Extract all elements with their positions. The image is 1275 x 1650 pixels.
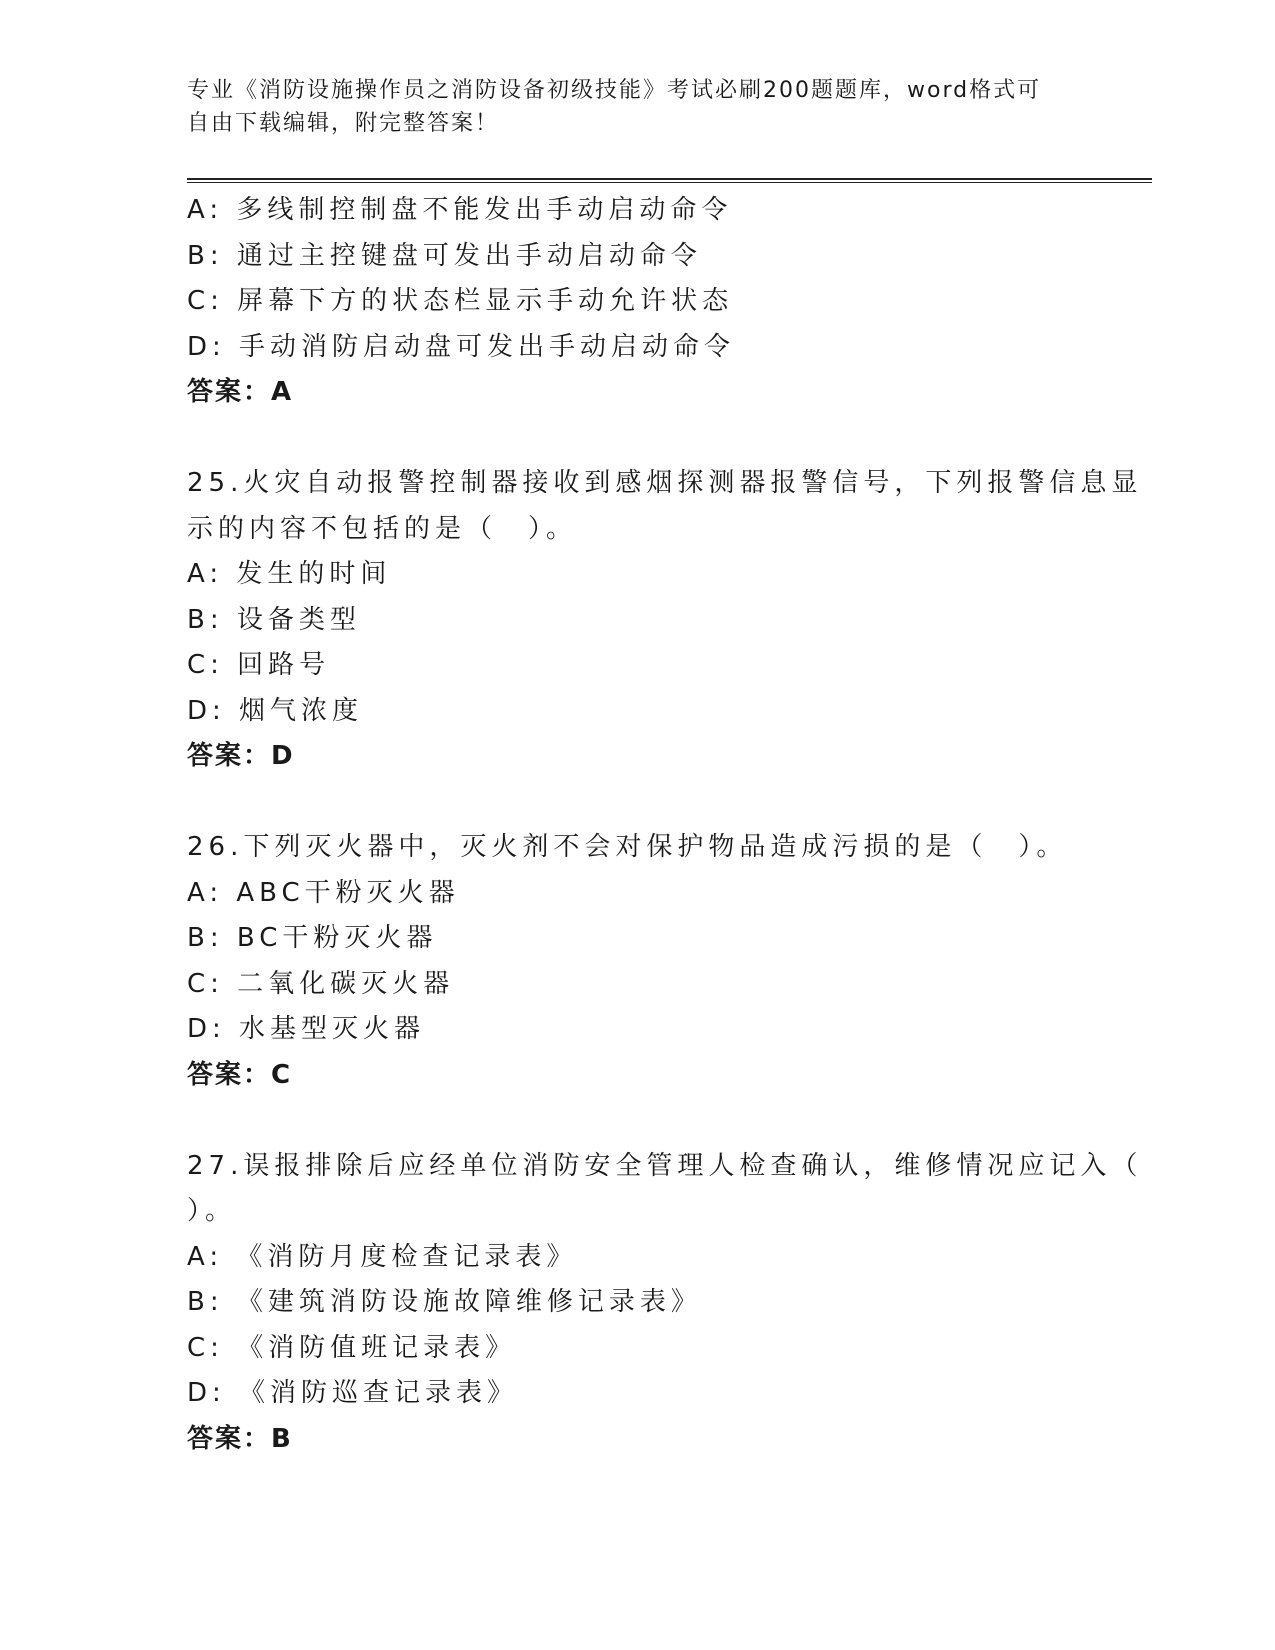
option-c: C: 二氧化碳灭火器 xyxy=(187,968,455,999)
option-d: D: 烟气浓度 xyxy=(187,695,364,726)
question-stem-continued: 示的内容不包括的是（ ）。 xyxy=(187,513,578,544)
header-line-1: 专业《消防设施操作员之消防设备初级技能》考试必刷200题题库，word格式可 xyxy=(187,78,1042,103)
answer-line: 答案：A xyxy=(187,377,294,407)
answer-line: 答案：D xyxy=(187,741,295,771)
question-stem: 25.火灾自动报警控制器接收到感烟探测器报警信号，下列报警信息显 xyxy=(187,468,1143,498)
question-block-26 xyxy=(187,825,1087,1098)
option-b: B: 设备类型 xyxy=(187,604,361,635)
option-a: A: 《消防月度检查记录表》 xyxy=(187,1241,578,1272)
option-b: B: BC干粉灭火器 xyxy=(187,923,438,953)
question-block-25 xyxy=(187,461,1143,780)
question-list xyxy=(187,188,1143,1462)
header-divider xyxy=(187,178,1152,183)
question-block-24 xyxy=(187,188,1087,416)
option-b: B: 《建筑消防设施故障维修记录表》 xyxy=(187,1287,702,1317)
answer-line: 答案：C xyxy=(187,1059,293,1090)
question-stem: 27.误报排除后应经单位消防安全管理人检查确认，维修情况应记入（ xyxy=(187,1150,1143,1181)
option-a: A: ABC干粉灭火器 xyxy=(187,877,460,908)
answer-line: 答案：B xyxy=(187,1423,293,1454)
question-stem: 26.下列灭火器中，灭火剂不会对保护物品造成污损的是（ ）。 xyxy=(187,832,1068,862)
option-b: B: 通过主控键盘可发出手动启动命令 xyxy=(187,240,702,271)
option-d: D: 手动消防启动盘可发出手动启动命令 xyxy=(187,331,736,362)
question-stem-continued: ）。 xyxy=(187,1196,237,1226)
header-line-2: 自由下载编辑，附完整答案！ xyxy=(187,111,500,136)
option-d: D: 水基型灭火器 xyxy=(187,1014,426,1044)
option-c: C: 回路号 xyxy=(187,650,331,680)
option-a: A: 多线制控制盘不能发出手动启动命令 xyxy=(187,195,733,225)
question-block-27 xyxy=(187,1144,1143,1463)
option-c: C: 屏幕下方的状态栏显示手动允许状态 xyxy=(187,286,734,316)
document-header xyxy=(187,74,1067,140)
option-c: C: 《消防值班记录表》 xyxy=(187,1332,517,1363)
option-d: D: 《消防巡查记录表》 xyxy=(187,1378,519,1408)
option-a: A: 发生的时间 xyxy=(187,559,392,589)
